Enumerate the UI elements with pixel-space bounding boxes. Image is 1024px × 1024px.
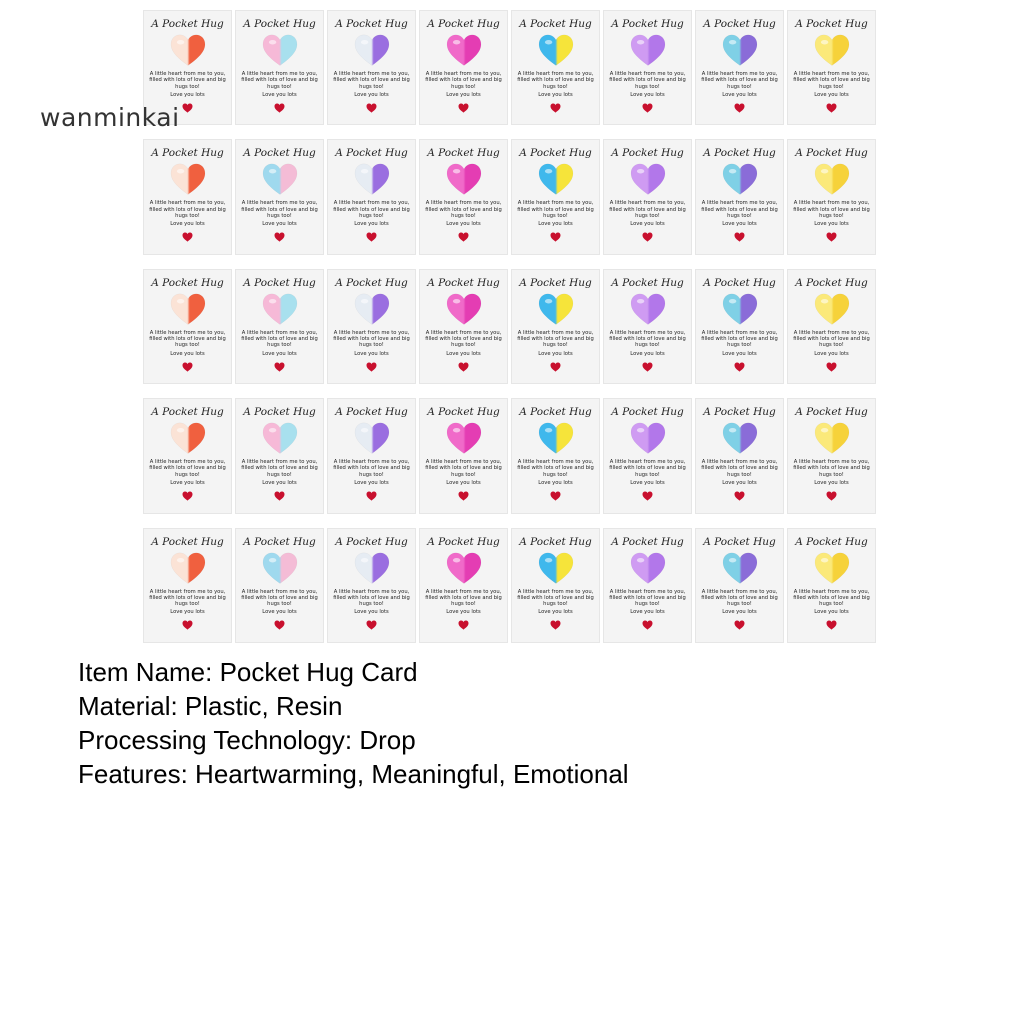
card-title: A Pocket Hug [335, 276, 408, 289]
pocket-hug-card [419, 139, 508, 254]
resin-heart-icon [169, 551, 207, 585]
resin-heart-icon [629, 33, 667, 67]
red-heart-icon [458, 232, 469, 242]
red-heart-icon [274, 232, 285, 242]
pocket-hug-card [603, 398, 692, 513]
card-message: A little heart from me to you, filled with lots of love and big hugs too! [701, 329, 778, 349]
card-title: A Pocket Hug [427, 535, 500, 548]
card-sign-off: Love you lots [170, 609, 205, 616]
red-heart-icon [182, 491, 193, 501]
red-heart-icon [734, 620, 745, 630]
red-heart-icon [550, 620, 561, 630]
card-sign-off: Love you lots [262, 350, 297, 357]
spec-features: Features: Heartwarming, Meaningful, Emotional [78, 759, 629, 789]
pocket-hug-card [327, 139, 416, 254]
red-heart-icon [734, 362, 745, 372]
pocket-hug-card [419, 269, 508, 384]
pocket-hug-card [143, 269, 232, 384]
card-sign-off: Love you lots [262, 91, 297, 98]
card-message: A little heart from me to you, filled with lots of love and big hugs too! [793, 71, 870, 90]
red-heart-icon [458, 362, 469, 372]
card-message: A little heart from me to you, filled with lots of love and big hugs too! [793, 588, 870, 608]
resin-heart-icon [353, 421, 391, 455]
red-heart-icon [274, 362, 285, 372]
pocket-hug-card [511, 528, 600, 643]
card-title: A Pocket Hug [611, 276, 684, 289]
card-sign-off: Love you lots [722, 350, 757, 357]
card-title: A Pocket Hug [335, 535, 408, 548]
resin-heart-icon [445, 551, 483, 585]
card-title: A Pocket Hug [611, 147, 684, 160]
card-sign-off: Love you lots [446, 350, 481, 357]
card-title: A Pocket Hug [611, 535, 684, 548]
pocket-hug-card [603, 139, 692, 254]
card-title: A Pocket Hug [703, 18, 776, 30]
card-title: A Pocket Hug [243, 406, 316, 419]
card-message: A little heart from me to you, filled with lots of love and big hugs too! [241, 459, 318, 478]
pocket-hug-card [327, 398, 416, 513]
red-heart-icon [274, 491, 285, 501]
red-heart-icon [642, 103, 653, 113]
resin-heart-icon [261, 421, 299, 455]
pocket-hug-card [143, 139, 232, 254]
resin-heart-icon [721, 33, 759, 67]
resin-heart-icon [353, 33, 391, 67]
resin-heart-icon [629, 421, 667, 455]
spec-material: Material: Plastic, Resin [78, 691, 343, 721]
resin-heart-icon [721, 292, 759, 326]
card-message: A little heart from me to you, filled with lots of love and big hugs too! [609, 588, 686, 608]
card-title: A Pocket Hug [519, 147, 592, 160]
card-title: A Pocket Hug [427, 406, 500, 419]
card-message: A little heart from me to you, filled with lots of love and big hugs too! [609, 200, 686, 219]
card-title: A Pocket Hug [427, 276, 500, 289]
red-heart-icon [366, 491, 377, 501]
card-sign-off: Love you lots [630, 609, 665, 616]
card-message: A little heart from me to you, filled with lots of love and big hugs too! [241, 329, 318, 349]
pocket-hug-card [695, 10, 784, 125]
card-title: A Pocket Hug [335, 147, 408, 160]
card-message: A little heart from me to you, filled with lots of love and big hugs too! [517, 329, 594, 349]
red-heart-icon [734, 103, 745, 113]
spec-processing: Processing Technology: Drop [78, 725, 416, 755]
red-heart-icon [366, 103, 377, 113]
red-heart-icon [458, 103, 469, 113]
resin-heart-icon [169, 33, 207, 67]
product-image-grid [143, 10, 876, 643]
card-title: A Pocket Hug [703, 147, 776, 160]
pocket-hug-card [695, 528, 784, 643]
card-message: A little heart from me to you, filled with lots of love and big hugs too! [609, 459, 686, 478]
card-message: A little heart from me to you, filled with lots of love and big hugs too! [425, 71, 502, 90]
resin-heart-icon [445, 33, 483, 67]
red-heart-icon [550, 232, 561, 242]
pocket-hug-card [511, 139, 600, 254]
card-sign-off: Love you lots [354, 91, 389, 98]
card-sign-off: Love you lots [538, 609, 573, 616]
red-heart-icon [642, 620, 653, 630]
resin-heart-icon [537, 292, 575, 326]
red-heart-icon [182, 620, 193, 630]
card-message: A little heart from me to you, filled with lots of love and big hugs too! [793, 459, 870, 478]
card-title: A Pocket Hug [795, 276, 868, 289]
card-title: A Pocket Hug [703, 276, 776, 289]
card-sign-off: Love you lots [630, 91, 665, 98]
card-message: A little heart from me to you, filled with lots of love and big hugs too! [609, 71, 686, 90]
card-sign-off: Love you lots [538, 480, 573, 487]
card-title: A Pocket Hug [151, 276, 224, 289]
card-title: A Pocket Hug [151, 406, 224, 419]
card-message: A little heart from me to you, filled with lots of love and big hugs too! [425, 329, 502, 349]
resin-heart-icon [537, 33, 575, 67]
card-message: A little heart from me to you, filled with lots of love and big hugs too! [333, 200, 410, 219]
red-heart-icon [642, 362, 653, 372]
card-message: A little heart from me to you, filled with lots of love and big hugs too! [793, 329, 870, 349]
red-heart-icon [366, 232, 377, 242]
red-heart-icon [734, 491, 745, 501]
card-sign-off: Love you lots [630, 221, 665, 228]
card-title: A Pocket Hug [427, 18, 500, 30]
card-message: A little heart from me to you, filled with lots of love and big hugs too! [149, 200, 226, 219]
pocket-hug-card [511, 269, 600, 384]
resin-heart-icon [629, 162, 667, 196]
card-sign-off: Love you lots [354, 221, 389, 228]
resin-heart-icon [813, 33, 851, 67]
red-heart-icon [550, 103, 561, 113]
resin-heart-icon [445, 162, 483, 196]
pocket-hug-card [327, 528, 416, 643]
card-title: A Pocket Hug [795, 147, 868, 160]
resin-heart-icon [813, 551, 851, 585]
resin-heart-icon [261, 292, 299, 326]
card-sign-off: Love you lots [538, 91, 573, 98]
pocket-hug-card [143, 528, 232, 643]
pocket-hug-card [419, 10, 508, 125]
card-sign-off: Love you lots [722, 480, 757, 487]
card-sign-off: Love you lots [814, 480, 849, 487]
resin-heart-icon [721, 551, 759, 585]
resin-heart-icon [537, 421, 575, 455]
card-sign-off: Love you lots [446, 480, 481, 487]
card-title: A Pocket Hug [243, 18, 316, 30]
red-heart-icon [458, 491, 469, 501]
card-title: A Pocket Hug [519, 535, 592, 548]
pocket-hug-card [235, 269, 324, 384]
card-sign-off: Love you lots [814, 91, 849, 98]
red-heart-icon [274, 103, 285, 113]
card-title: A Pocket Hug [519, 276, 592, 289]
card-title: A Pocket Hug [611, 18, 684, 30]
resin-heart-icon [353, 162, 391, 196]
resin-heart-icon [629, 551, 667, 585]
card-title: A Pocket Hug [703, 535, 776, 548]
red-heart-icon [826, 620, 837, 630]
card-message: A little heart from me to you, filled with lots of love and big hugs too! [425, 459, 502, 478]
red-heart-icon [182, 362, 193, 372]
resin-heart-icon [445, 292, 483, 326]
card-title: A Pocket Hug [519, 18, 592, 30]
card-message: A little heart from me to you, filled with lots of love and big hugs too! [425, 200, 502, 219]
card-sign-off: Love you lots [446, 91, 481, 98]
pocket-hug-card [235, 10, 324, 125]
card-message: A little heart from me to you, filled with lots of love and big hugs too! [609, 329, 686, 349]
card-message: A little heart from me to you, filled with lots of love and big hugs too! [701, 200, 778, 219]
pocket-hug-card [787, 398, 876, 513]
red-heart-icon [642, 232, 653, 242]
resin-heart-icon [629, 292, 667, 326]
pocket-hug-card [511, 398, 600, 513]
red-heart-icon [826, 491, 837, 501]
red-heart-icon [366, 620, 377, 630]
resin-heart-icon [261, 33, 299, 67]
card-title: A Pocket Hug [335, 18, 408, 30]
card-title: A Pocket Hug [519, 406, 592, 419]
pocket-hug-card [603, 528, 692, 643]
red-heart-icon [826, 232, 837, 242]
card-sign-off: Love you lots [722, 91, 757, 98]
card-title: A Pocket Hug [151, 18, 224, 30]
pocket-hug-card [235, 528, 324, 643]
card-title: A Pocket Hug [335, 406, 408, 419]
card-sign-off: Love you lots [170, 91, 205, 98]
card-message: A little heart from me to you, filled with lots of love and big hugs too! [149, 588, 226, 608]
red-heart-icon [826, 362, 837, 372]
card-sign-off: Love you lots [722, 609, 757, 616]
card-message: A little heart from me to you, filled with lots of love and big hugs too! [149, 71, 226, 90]
card-title: A Pocket Hug [243, 276, 316, 289]
red-heart-icon [366, 362, 377, 372]
card-sign-off: Love you lots [538, 221, 573, 228]
card-message: A little heart from me to you, filled with lots of love and big hugs too! [333, 459, 410, 478]
resin-heart-icon [813, 421, 851, 455]
card-sign-off: Love you lots [262, 609, 297, 616]
card-sign-off: Love you lots [354, 350, 389, 357]
card-title: A Pocket Hug [243, 147, 316, 160]
spec-item-name: Item Name: Pocket Hug Card [78, 657, 418, 687]
red-heart-icon [458, 620, 469, 630]
red-heart-icon [182, 103, 193, 113]
card-sign-off: Love you lots [814, 221, 849, 228]
pocket-hug-card [695, 139, 784, 254]
card-sign-off: Love you lots [262, 480, 297, 487]
resin-heart-icon [721, 421, 759, 455]
card-message: A little heart from me to you, filled with lots of love and big hugs too! [793, 200, 870, 219]
pocket-hug-card [787, 269, 876, 384]
resin-heart-icon [445, 421, 483, 455]
pocket-hug-card [603, 269, 692, 384]
card-message: A little heart from me to you, filled with lots of love and big hugs too! [241, 200, 318, 219]
card-sign-off: Love you lots [446, 221, 481, 228]
card-sign-off: Love you lots [262, 221, 297, 228]
pocket-hug-card [143, 398, 232, 513]
pocket-hug-card [327, 269, 416, 384]
red-heart-icon [642, 491, 653, 501]
card-sign-off: Love you lots [538, 350, 573, 357]
pocket-hug-card [327, 10, 416, 125]
resin-heart-icon [537, 551, 575, 585]
pocket-hug-card [511, 10, 600, 125]
card-sign-off: Love you lots [354, 480, 389, 487]
card-title: A Pocket Hug [427, 147, 500, 160]
card-message: A little heart from me to you, filled with lots of love and big hugs too! [149, 329, 226, 349]
card-message: A little heart from me to you, filled with lots of love and big hugs too! [517, 459, 594, 478]
card-title: A Pocket Hug [795, 406, 868, 419]
resin-heart-icon [169, 421, 207, 455]
card-message: A little heart from me to you, filled with lots of love and big hugs too! [701, 71, 778, 90]
card-message: A little heart from me to you, filled with lots of love and big hugs too! [517, 200, 594, 219]
card-sign-off: Love you lots [722, 221, 757, 228]
card-sign-off: Love you lots [446, 609, 481, 616]
resin-heart-icon [261, 162, 299, 196]
red-heart-icon [826, 103, 837, 113]
card-sign-off: Love you lots [814, 350, 849, 357]
card-message: A little heart from me to you, filled with lots of love and big hugs too! [517, 588, 594, 608]
card-sign-off: Love you lots [630, 480, 665, 487]
resin-heart-icon [537, 162, 575, 196]
watermark: wanminkai [40, 103, 180, 132]
pocket-hug-card [419, 528, 508, 643]
red-heart-icon [734, 232, 745, 242]
product-specs [78, 655, 629, 791]
card-message: A little heart from me to you, filled with lots of love and big hugs too! [149, 459, 226, 478]
card-title: A Pocket Hug [703, 406, 776, 419]
pocket-hug-card [235, 398, 324, 513]
card-message: A little heart from me to you, filled with lots of love and big hugs too! [241, 588, 318, 608]
card-sign-off: Love you lots [170, 480, 205, 487]
card-message: A little heart from me to you, filled with lots of love and big hugs too! [333, 329, 410, 349]
card-sign-off: Love you lots [814, 609, 849, 616]
card-title: A Pocket Hug [611, 406, 684, 419]
resin-heart-icon [261, 551, 299, 585]
pocket-hug-card [787, 10, 876, 125]
resin-heart-icon [353, 292, 391, 326]
pocket-hug-card [419, 398, 508, 513]
pocket-hug-card [695, 398, 784, 513]
card-message: A little heart from me to you, filled with lots of love and big hugs too! [241, 71, 318, 90]
red-heart-icon [182, 232, 193, 242]
resin-heart-icon [813, 292, 851, 326]
card-title: A Pocket Hug [795, 535, 868, 548]
card-sign-off: Love you lots [170, 350, 205, 357]
pocket-hug-card [695, 269, 784, 384]
card-title: A Pocket Hug [243, 535, 316, 548]
pocket-hug-card [787, 139, 876, 254]
resin-heart-icon [721, 162, 759, 196]
card-message: A little heart from me to you, filled with lots of love and big hugs too! [701, 459, 778, 478]
pocket-hug-card [603, 10, 692, 125]
card-message: A little heart from me to you, filled with lots of love and big hugs too! [425, 588, 502, 608]
card-title: A Pocket Hug [795, 18, 868, 30]
red-heart-icon [550, 362, 561, 372]
card-sign-off: Love you lots [170, 221, 205, 228]
card-message: A little heart from me to you, filled with lots of love and big hugs too! [701, 588, 778, 608]
red-heart-icon [550, 491, 561, 501]
card-message: A little heart from me to you, filled with lots of love and big hugs too! [517, 71, 594, 90]
resin-heart-icon [169, 162, 207, 196]
card-sign-off: Love you lots [630, 350, 665, 357]
resin-heart-icon [813, 162, 851, 196]
card-sign-off: Love you lots [354, 609, 389, 616]
red-heart-icon [274, 620, 285, 630]
card-title: A Pocket Hug [151, 535, 224, 548]
card-title: A Pocket Hug [151, 147, 224, 160]
pocket-hug-card [787, 528, 876, 643]
resin-heart-icon [169, 292, 207, 326]
resin-heart-icon [353, 551, 391, 585]
card-message: A little heart from me to you, filled with lots of love and big hugs too! [333, 71, 410, 90]
card-message: A little heart from me to you, filled with lots of love and big hugs too! [333, 588, 410, 608]
pocket-hug-card [235, 139, 324, 254]
